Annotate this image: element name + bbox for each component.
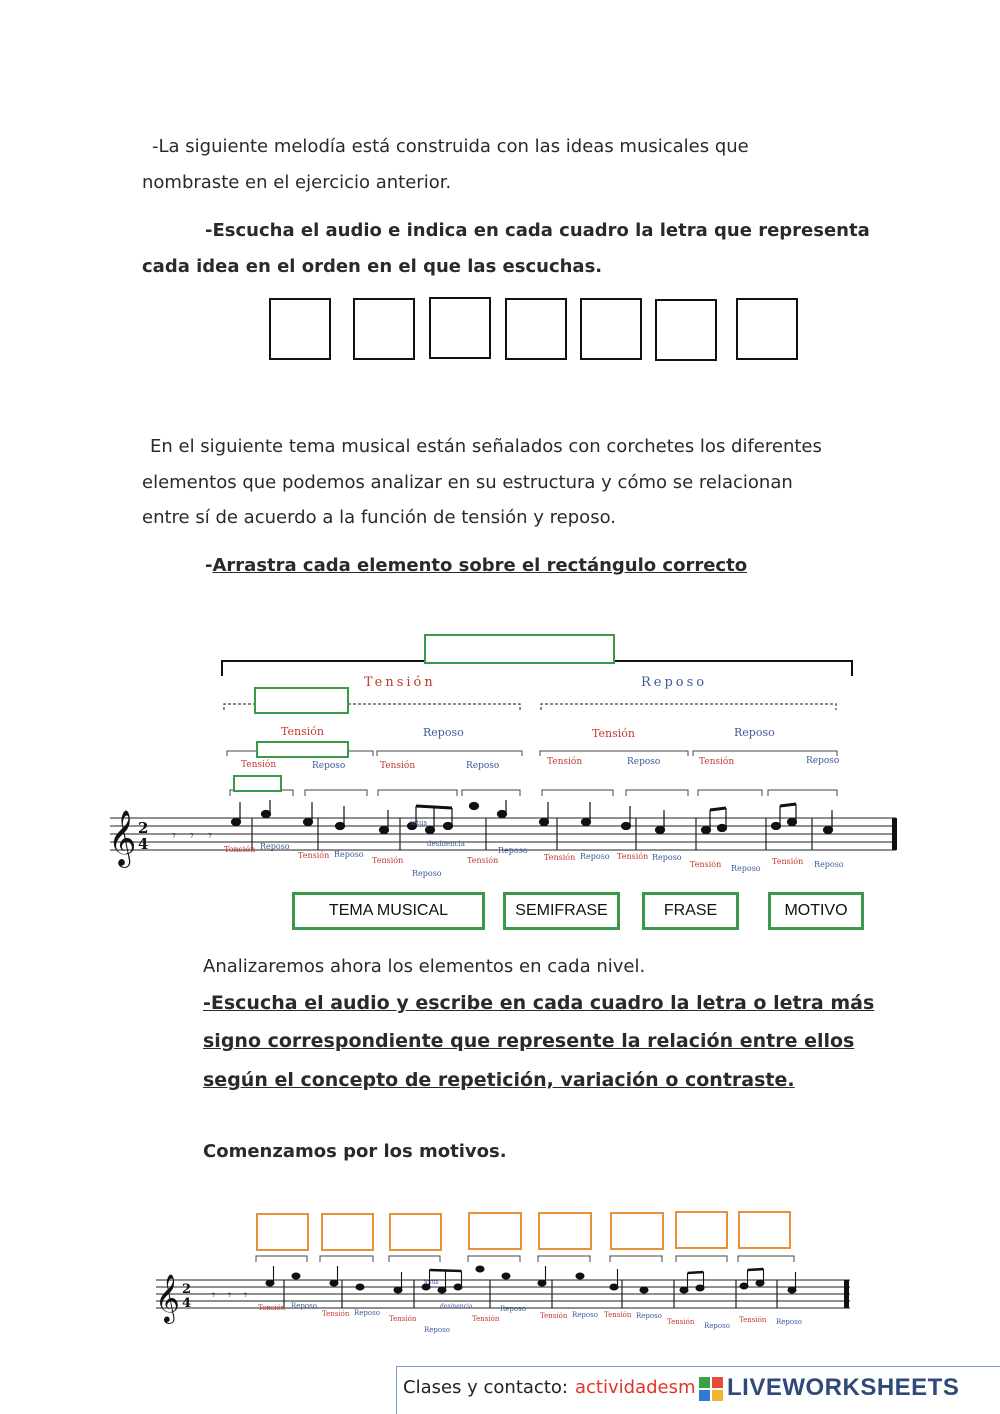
analysis-instruction-3: según el concepto de repetición, variación o contraste. bbox=[203, 1069, 795, 1091]
motivo-answer-box-3[interactable] bbox=[389, 1213, 442, 1251]
analysis-instruction-1: -Escucha el audio y escribe en cada cuadro la letra o letra más bbox=[203, 992, 875, 1014]
level1-tension: Tensión bbox=[364, 675, 436, 690]
score1-label-reposo-2: Reposo bbox=[334, 850, 364, 859]
score1-label-tension-4: Tensión bbox=[467, 856, 499, 865]
bracket-motivo-4 bbox=[462, 790, 520, 796]
motivo-answer-box-4[interactable] bbox=[468, 1212, 522, 1250]
drag-item-frase[interactable]: FRASE bbox=[642, 892, 739, 930]
bracket-motivo-2 bbox=[305, 790, 367, 796]
time-sig-top-2: 2 bbox=[182, 1282, 192, 1297]
treble-clef-icon: 𝄞 bbox=[108, 810, 137, 866]
level2-tension-1: Tensión bbox=[281, 725, 324, 738]
bracket-motivo-5 bbox=[542, 790, 613, 796]
footer-label: Clases y contacto: bbox=[403, 1377, 568, 1398]
level3-tension-3: Tensión bbox=[547, 757, 583, 767]
footer-link[interactable]: actividadesm bbox=[575, 1377, 696, 1398]
score2-label-tension-5: Tensión bbox=[540, 1312, 568, 1320]
bracket-motivo-6 bbox=[626, 790, 688, 796]
motivo-answer-box-6[interactable] bbox=[610, 1212, 664, 1250]
level3-reposo-2: Reposo bbox=[466, 761, 500, 771]
time-sig-top: 2 bbox=[138, 819, 149, 837]
score2-label-tension-1: Tensión bbox=[258, 1304, 286, 1312]
score1-label-tension-7: Tensión bbox=[690, 860, 722, 869]
score2-label-ictus: ictus bbox=[424, 1279, 439, 1286]
footer-brand: LIVEWORKSHEETS bbox=[727, 1374, 960, 1401]
score2-label-tension-3: Tensión bbox=[389, 1315, 417, 1323]
listen-instruction-1: -Escucha el audio e indica en cada cuadro la letra que representa bbox=[205, 220, 870, 241]
svg-text:𝄾: 𝄾 bbox=[208, 828, 212, 844]
intro-line-2: nombraste en el ejercicio anterior. bbox=[142, 172, 452, 193]
bracket-motivo-7 bbox=[698, 790, 762, 796]
music-score-1 bbox=[100, 800, 910, 880]
drop-target-motivo[interactable] bbox=[233, 775, 282, 792]
score1-label-reposo-4: Reposo bbox=[498, 846, 528, 855]
motivo-answer-box-5[interactable] bbox=[538, 1212, 592, 1250]
notes-score-1 bbox=[232, 800, 833, 834]
motivo-answer-box-1[interactable] bbox=[256, 1213, 309, 1251]
motivo-answer-box-2[interactable] bbox=[321, 1213, 374, 1251]
score1-label-tension-1: Tensión bbox=[224, 845, 256, 854]
svg-text:𝄾: 𝄾 bbox=[212, 1288, 216, 1302]
drop-target-semifrase[interactable] bbox=[254, 687, 349, 714]
analysis-intro: Analizaremos ahora los elementos en cada nivel. bbox=[203, 956, 646, 977]
level3-tension-4: Tensión bbox=[699, 757, 735, 767]
score2-label-reposo-6: Reposo bbox=[636, 1312, 662, 1320]
level3-tension-2: Tensión bbox=[380, 761, 416, 771]
score1-label-reposo-3: Reposo bbox=[412, 869, 442, 878]
motivo-answer-box-8[interactable] bbox=[738, 1211, 791, 1249]
level3-reposo-1: Reposo bbox=[312, 761, 346, 771]
score2-label-tension-2: Tensión bbox=[322, 1310, 350, 1318]
score2-label-reposo-4: Reposo bbox=[500, 1305, 526, 1313]
score2-label-reposo-2: Reposo bbox=[354, 1309, 380, 1317]
svg-text:𝄾: 𝄾 bbox=[190, 828, 194, 844]
level2-tension-2: Tensión bbox=[592, 727, 635, 740]
score1-label-reposo-8: Reposo bbox=[814, 860, 844, 869]
level3-reposo-3: Reposo bbox=[627, 757, 661, 767]
drag-item-semifrase[interactable]: SEMIFRASE bbox=[503, 892, 620, 930]
analysis-instruction-2: signo correspondiente que represente la relación entre ellos bbox=[203, 1030, 855, 1052]
score2-label-desinencia: desinencia bbox=[440, 1303, 473, 1310]
intro-line-1: -La siguiente melodía está construida con las ideas musicales que bbox=[152, 136, 749, 157]
level2-reposo-2: Reposo bbox=[734, 726, 775, 739]
drop-target-tema[interactable] bbox=[424, 634, 615, 664]
structure-paragraph-1: En el siguiente tema musical están señalados con corchetes los diferentes bbox=[150, 436, 822, 457]
bracket-semifrase-2 bbox=[541, 704, 836, 710]
score1-label-reposo-5: Reposo bbox=[580, 852, 610, 861]
time-sig-bottom-2: 4 bbox=[182, 1296, 192, 1311]
motivo-answer-box-7[interactable] bbox=[675, 1211, 728, 1249]
level1-reposo: Reposo bbox=[641, 675, 708, 690]
drag-item-tema-musical[interactable]: TEMA MUSICAL bbox=[292, 892, 485, 930]
score1-label-tension-8: Tensión bbox=[772, 857, 804, 866]
drop-target-frase[interactable] bbox=[256, 741, 349, 758]
svg-text:𝄾: 𝄾 bbox=[244, 1288, 248, 1302]
treble-clef-icon-2: 𝄞 bbox=[155, 1273, 180, 1322]
score2-label-tension-8: Tensión bbox=[739, 1316, 767, 1324]
score2-label-tension-4: Tensión bbox=[472, 1315, 500, 1323]
level3-tension-1: Tensión bbox=[241, 760, 277, 770]
score2-label-reposo-8: Reposo bbox=[776, 1318, 802, 1326]
bracket-motivo-3 bbox=[378, 790, 457, 796]
score1-label-ictus: ictus bbox=[410, 819, 428, 827]
score2-label-tension-6: Tensión bbox=[604, 1311, 632, 1319]
score2-label-tension-7: Tensión bbox=[667, 1318, 695, 1326]
level3-reposo-4: Reposo bbox=[806, 756, 840, 766]
drag-instruction-prefix: - bbox=[205, 555, 213, 576]
svg-text:𝄾: 𝄾 bbox=[228, 1288, 232, 1302]
time-sig-bottom: 4 bbox=[138, 835, 149, 853]
score1-label-reposo-1: Reposo bbox=[260, 842, 290, 851]
motivos-heading: Comenzamos por los motivos. bbox=[203, 1141, 507, 1162]
svg-text:𝄾: 𝄾 bbox=[172, 828, 176, 844]
drag-item-motivo[interactable]: MOTIVO bbox=[768, 892, 864, 930]
score1-label-reposo-6: Reposo bbox=[652, 853, 682, 862]
score1-label-tension-6: Tensión bbox=[617, 852, 649, 861]
score2-label-reposo-3: Reposo bbox=[424, 1326, 450, 1334]
drag-instruction-text: Arrastra cada elemento sobre el rectángulo correcto bbox=[212, 555, 748, 576]
bracket-frase-3 bbox=[540, 751, 688, 756]
footer-bar bbox=[396, 1366, 1000, 1414]
liveworksheets-logo-icon bbox=[699, 1377, 723, 1401]
bracket-motivo-8 bbox=[768, 790, 837, 796]
score1-label-reposo-7: Reposo bbox=[731, 864, 761, 873]
score1-label-tension-2: Tensión bbox=[298, 851, 330, 860]
structure-paragraph-3: entre sí de acuerdo a la función de tensión y reposo. bbox=[142, 507, 616, 528]
bracket-frase-2 bbox=[377, 751, 522, 756]
score2-label-reposo-1: Reposo bbox=[291, 1302, 317, 1310]
listen-instruction-2: cada idea en el orden en el que las escuchas. bbox=[142, 256, 603, 277]
score1-label-desinencia: desinencia bbox=[427, 840, 465, 848]
structure-paragraph-2: elementos que podemos analizar en su estructura y cómo se relacionan bbox=[142, 472, 793, 493]
level2-reposo-1: Reposo bbox=[423, 726, 464, 739]
score1-label-tension-3: Tensión bbox=[372, 856, 404, 865]
score2-label-reposo-7: Reposo bbox=[704, 1322, 730, 1330]
score1-label-tension-5: Tensión bbox=[544, 853, 576, 862]
score2-label-reposo-5: Reposo bbox=[572, 1311, 598, 1319]
